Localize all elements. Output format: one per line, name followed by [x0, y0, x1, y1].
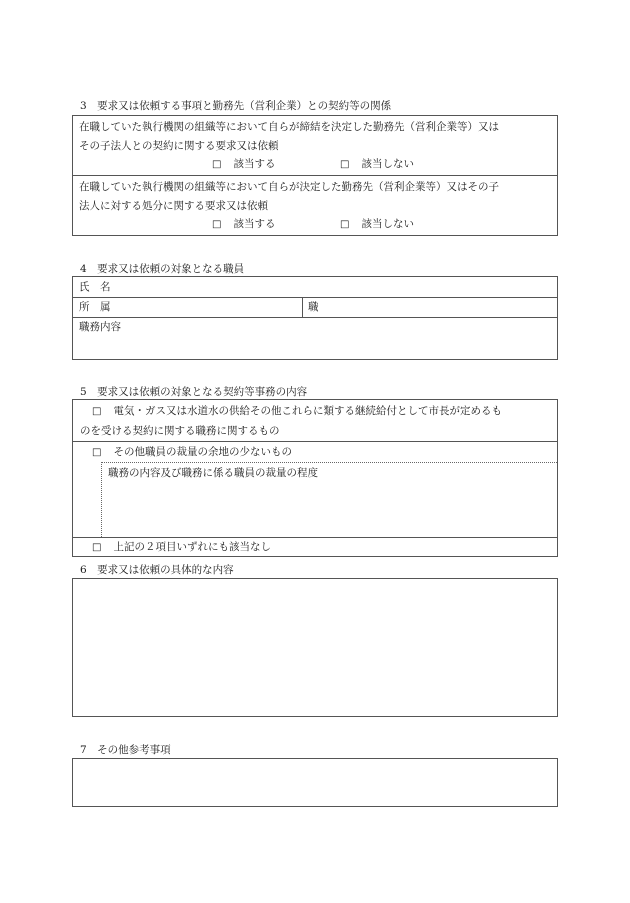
item-label: その他職員の裁量の余地の少ないもの [113, 446, 292, 458]
section-5-divider-2 [72, 537, 558, 538]
section-3-row1-line1: 在職していた執行機関の組織等において自らが締結を決定した勤務先（営利企業等）又は [79, 121, 499, 133]
section-5-heading: 5 要求又は依頼の対象となる契約等事務の内容 [80, 386, 308, 398]
section-3-row2-line1: 在職していた執行機関の組織等において自らが決定した勤務先（営利企業等）又はその子 [79, 181, 499, 193]
section-4-column-divider [302, 297, 303, 318]
section-4-heading: 4 要求又は依頼の対象となる職員 [80, 263, 245, 275]
row2-applicable-option[interactable] [212, 217, 275, 232]
checkbox-icon[interactable]: □ [92, 406, 102, 417]
option-label: 該当しない [361, 218, 414, 230]
row1-applicable-option[interactable] [212, 157, 275, 172]
option-label: 該当する [233, 158, 276, 170]
section-5-dotted-divider [101, 462, 557, 463]
section-5-item1-line2: のを受ける契約に関する職務に関するもの [80, 425, 280, 437]
section-5-divider-1 [72, 441, 558, 442]
section-7-text-area[interactable] [72, 758, 558, 807]
option-label: 該当する [233, 218, 276, 230]
option-label: 該当しない [361, 158, 414, 170]
checkbox-icon[interactable]: □ [212, 159, 222, 170]
section-4-divider-1 [72, 297, 558, 298]
section-5-dotted-vertical [101, 462, 102, 537]
affiliation-label: 所 属 [79, 301, 111, 313]
checkbox-icon[interactable]: □ [212, 219, 222, 230]
item-label: 電気・ガス又は水道水の供給その他これらに類する継続給付として市長が定めるも [113, 405, 502, 417]
section-5-item1-line1[interactable] [92, 404, 502, 419]
section-3-heading: 3 要求又は依頼する事項と勤務先（営利企業）との契約等の関係 [80, 100, 392, 112]
post-label: 職 [308, 301, 319, 313]
section-6-text-area[interactable] [72, 578, 558, 717]
checkbox-icon[interactable]: □ [340, 219, 350, 230]
section-6-heading: 6 要求又は依頼の具体的な内容 [80, 564, 234, 576]
section-5-item2-sub: 職務の内容及び職務に係る職員の裁量の程度 [108, 467, 318, 479]
section-5-item2[interactable] [92, 445, 292, 460]
section-7-heading: 7 その他参考事項 [80, 744, 171, 756]
row1-not-applicable-option[interactable] [340, 157, 414, 172]
section-3-row2-line2: 法人に対する処分に関する要求又は依頼 [79, 200, 268, 212]
section-3-divider [72, 175, 558, 176]
duties-label: 職務内容 [79, 321, 121, 333]
section-4-divider-2 [72, 317, 558, 318]
section-3-row1-line2: その子法人との契約に関する要求又は依頼 [79, 140, 279, 152]
row2-not-applicable-option[interactable] [340, 217, 414, 232]
checkbox-icon[interactable]: □ [92, 447, 102, 458]
checkbox-icon[interactable]: □ [92, 542, 102, 553]
section-4-table [72, 276, 558, 360]
item-label: 上記の２項目いずれにも該当なし [113, 541, 271, 553]
name-label: 氏 名 [79, 281, 111, 293]
section-5-item3[interactable] [92, 540, 271, 555]
checkbox-icon[interactable]: □ [340, 159, 350, 170]
